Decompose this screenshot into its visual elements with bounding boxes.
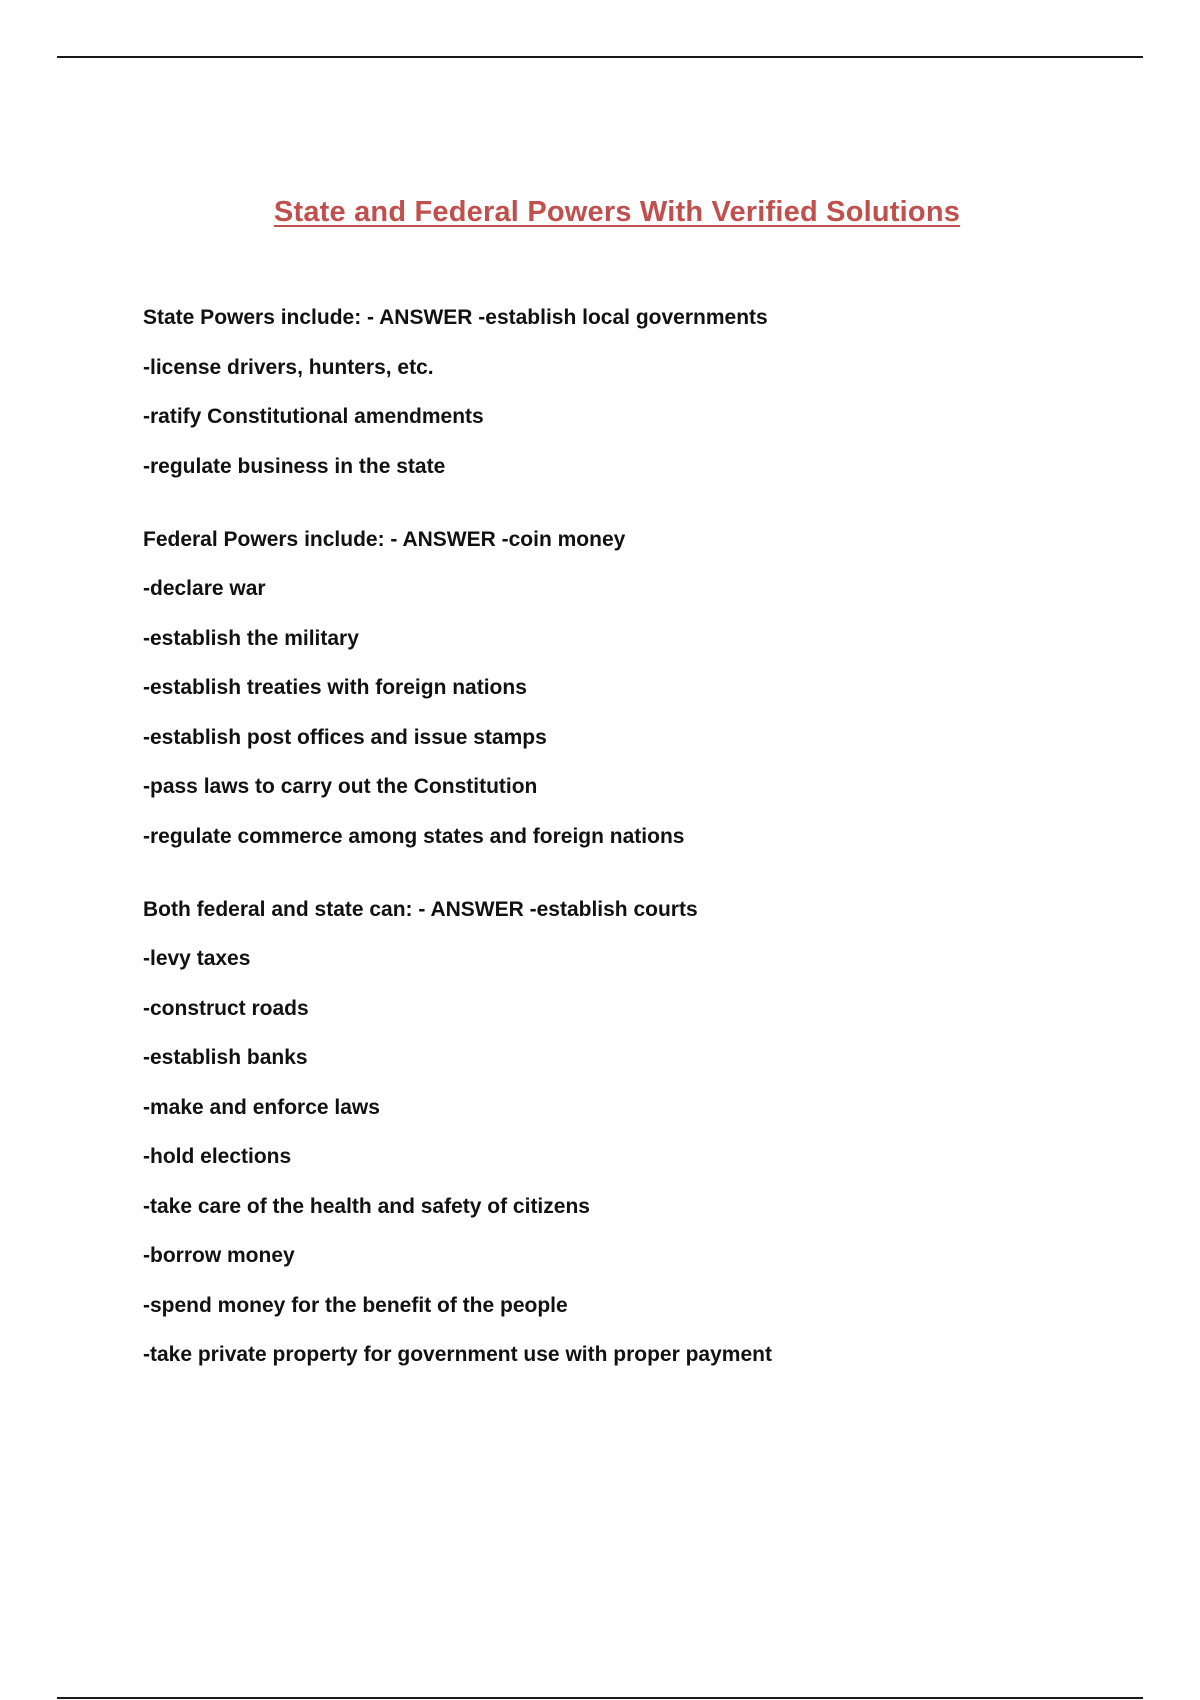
answer-line: -spend money for the benefit of the people xyxy=(143,1293,568,1317)
question-line: Both federal and state can: - ANSWER -establish courts xyxy=(143,897,698,921)
section-state-powers xyxy=(143,305,1143,479)
answer-line: -establish banks xyxy=(143,1046,308,1069)
answer-line: -construct roads xyxy=(143,996,309,1020)
top-rule xyxy=(57,56,1143,58)
answer-line: -ratify Constitutional amendments xyxy=(143,405,484,428)
answer-line: -regulate commerce among states and foreign nations xyxy=(143,824,685,848)
document-body xyxy=(143,305,1143,1415)
question-line: State Powers include: - ANSWER -establish local governments xyxy=(143,306,768,329)
answer-line: -make and enforce laws xyxy=(143,1095,380,1119)
bottom-rule xyxy=(57,1697,1143,1699)
question-line: Federal Powers include: - ANSWER -coin money xyxy=(143,527,626,551)
answer-line: -hold elections xyxy=(143,1145,292,1168)
answer-line: -take care of the health and safety of citizens xyxy=(143,1194,590,1218)
section-shared-powers xyxy=(143,897,1143,1368)
answer-line: -establish post offices and issue stamps xyxy=(143,725,547,749)
answer-line: -establish treaties with foreign nations xyxy=(143,676,527,699)
answer-line: -pass laws to carry out the Constitution xyxy=(143,775,538,798)
answer-line: -borrow money xyxy=(143,1244,295,1267)
answer-line: -establish the military xyxy=(143,626,359,650)
answer-line: -declare war xyxy=(143,577,266,600)
answer-line: -take private property for government use with proper payment xyxy=(143,1343,772,1366)
answer-line: -levy taxes xyxy=(143,947,251,970)
answer-line: -license drivers, hunters, etc. xyxy=(143,355,434,379)
section-federal-powers xyxy=(143,527,1143,849)
answer-line: -regulate business in the state xyxy=(143,454,446,478)
page-title: State and Federal Powers With Verified Solutions xyxy=(273,196,961,228)
